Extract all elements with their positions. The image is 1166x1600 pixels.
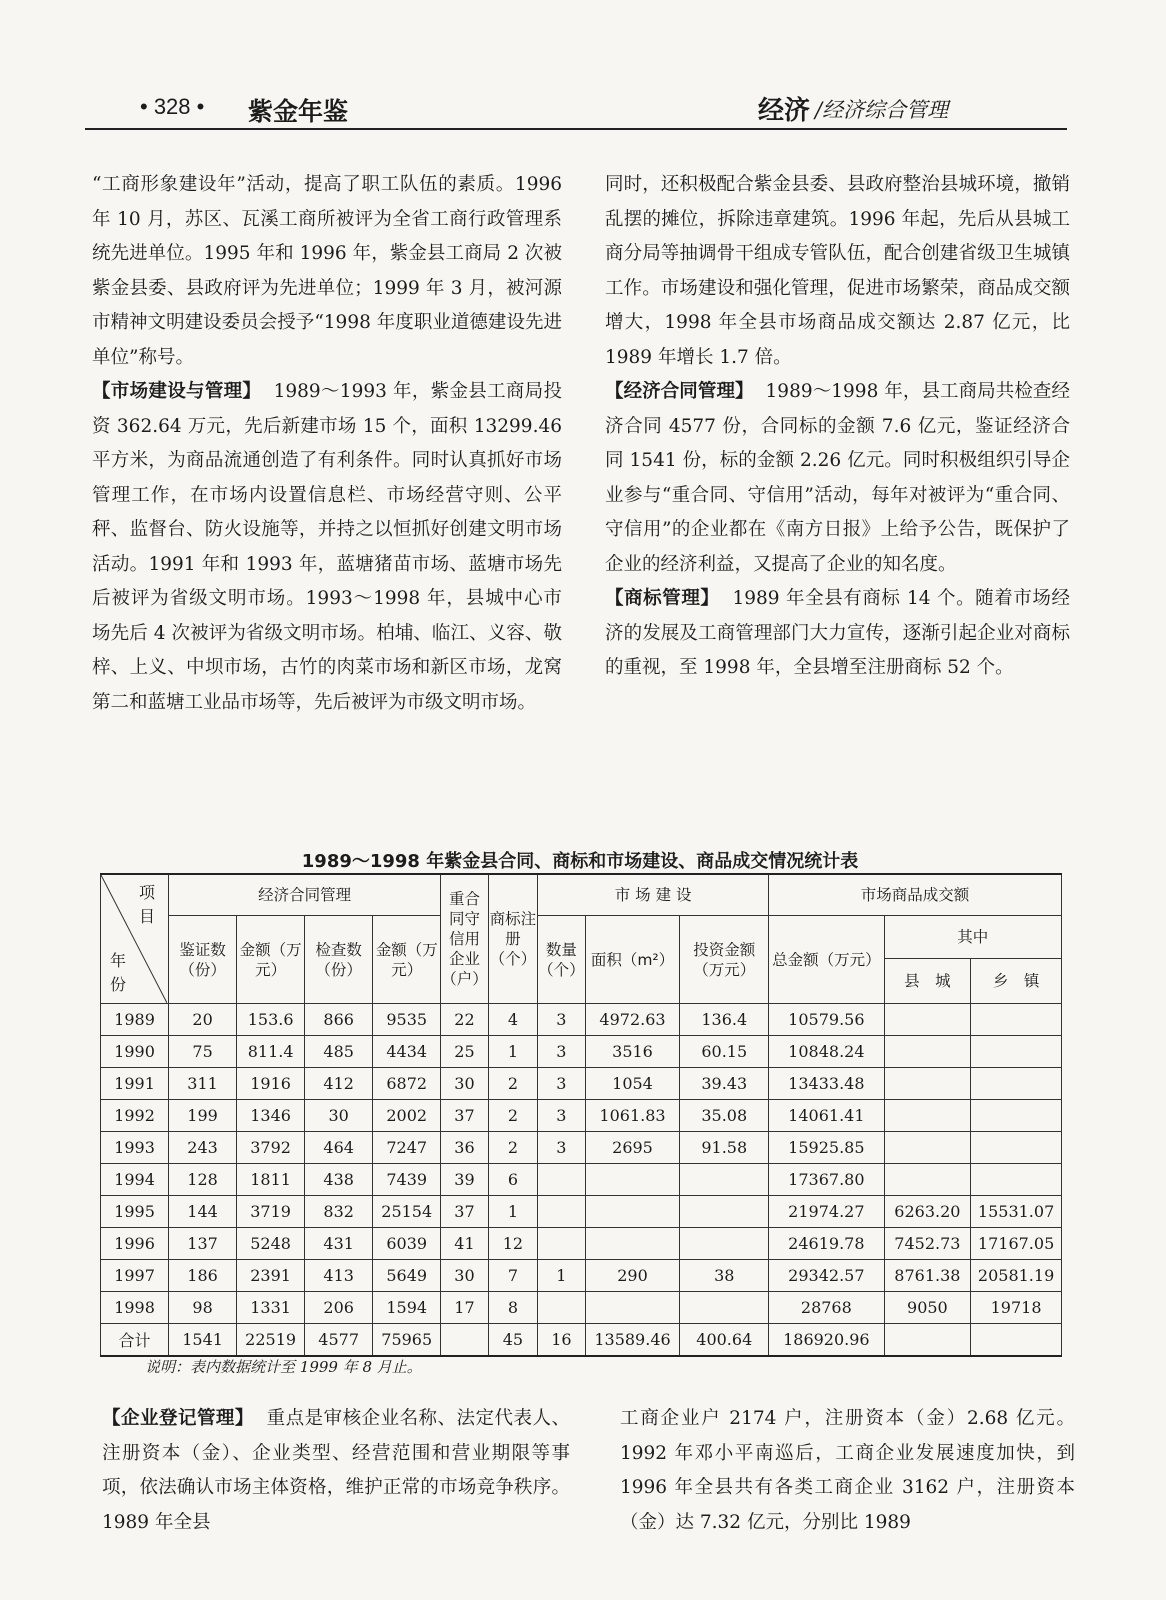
table-row	[101, 1196, 1062, 1228]
header-jiancha: 检查数（份）	[305, 916, 373, 1004]
table-cell: 3719	[237, 1196, 305, 1228]
table-cell: 21974.27	[769, 1196, 884, 1228]
table-cell: 4	[488, 1004, 537, 1036]
table-cell: 832	[305, 1196, 373, 1228]
paragraph	[102, 1402, 570, 1540]
table-cell: 17367.80	[769, 1164, 884, 1196]
table-cell: 98	[169, 1292, 237, 1324]
table-cell: 10848.24	[769, 1036, 884, 1068]
table-cell: 811.4	[237, 1036, 305, 1068]
table-caption: 1989～1998 年紫金县合同、商标和市场建设、商品成交情况统计表	[301, 851, 859, 872]
header-count: 数量（个）	[538, 916, 585, 1004]
table-cell	[538, 1228, 585, 1260]
section-heading: 【经济合同管理】	[605, 381, 754, 402]
table-cell: 186920.96	[769, 1324, 884, 1357]
table-row	[101, 1228, 1062, 1260]
corner-header	[101, 874, 169, 1004]
header-of-which: 其中	[884, 916, 1061, 959]
table-cell: 144	[169, 1196, 237, 1228]
table-cell: 91.58	[680, 1132, 769, 1164]
table-cell	[680, 1292, 769, 1324]
table-cell: 2695	[585, 1132, 680, 1164]
table-cell: 3792	[237, 1132, 305, 1164]
table-cell: 2002	[373, 1100, 441, 1132]
table-cell: 5248	[237, 1228, 305, 1260]
table-cell	[538, 1164, 585, 1196]
table-note: 说明：表内数据统计至 1999 年 8 月止。	[145, 1358, 422, 1376]
page-number: • 328 •	[140, 94, 205, 119]
table-cell	[585, 1228, 680, 1260]
table-row	[101, 1100, 1062, 1132]
table-cell: 75	[169, 1036, 237, 1068]
table-cell	[585, 1196, 680, 1228]
paragraph-text: 重点是审核企业名称、法定代表人、注册资本（金）、企业类型、经营范围和营业期限等事项，依法确认市场主体资格，维护正常的市场竞争秩序。1989 年全县	[102, 1408, 570, 1533]
table-cell: 45	[488, 1324, 537, 1357]
paragraph	[605, 375, 1070, 582]
table-cell	[538, 1292, 585, 1324]
table-cell: 7	[488, 1260, 537, 1292]
table-cell: 1991	[101, 1068, 169, 1100]
header-amount-2: 金额（万元）	[373, 916, 441, 1004]
header-invest: 投资金额（万元）	[680, 916, 769, 1004]
table-cell: 3	[538, 1068, 585, 1100]
table-cell: 41	[441, 1228, 488, 1260]
section-heading: 【市场建设与管理】	[92, 381, 262, 402]
table-cell: 199	[169, 1100, 237, 1132]
table-cell: 37	[441, 1100, 488, 1132]
header-area: 面积（m²）	[585, 916, 680, 1004]
table-cell: 1054	[585, 1068, 680, 1100]
table-cell: 128	[169, 1164, 237, 1196]
table-cell: 2	[488, 1100, 537, 1132]
table-cell: 15925.85	[769, 1132, 884, 1164]
table-cell	[680, 1196, 769, 1228]
table-cell: 1811	[237, 1164, 305, 1196]
table-cell: 4434	[373, 1036, 441, 1068]
table-cell: 2391	[237, 1260, 305, 1292]
header-trade-group: 市场商品成交额	[769, 874, 1062, 916]
table-cell: 25154	[373, 1196, 441, 1228]
table-cell: 30	[441, 1260, 488, 1292]
table-cell: 75965	[373, 1324, 441, 1357]
table-cell	[884, 1068, 971, 1100]
table-cell: 1	[488, 1196, 537, 1228]
table-cell: 3516	[585, 1036, 680, 1068]
table-cell: 206	[305, 1292, 373, 1324]
page-header	[0, 88, 1166, 128]
statistics-table	[100, 873, 1062, 1357]
table-cell: 8	[488, 1292, 537, 1324]
table-cell: 1994	[101, 1164, 169, 1196]
table-cell: 186	[169, 1260, 237, 1292]
table-cell: 1346	[237, 1100, 305, 1132]
right-column-bottom	[620, 1402, 1075, 1540]
header-trademark: 商标注册（个）	[488, 874, 537, 1004]
header-market-group: 市 场 建 设	[538, 874, 769, 916]
table-cell	[971, 1324, 1062, 1357]
header-rule	[85, 128, 1067, 130]
header-amount-1: 金额（万元）	[237, 916, 305, 1004]
table-cell: 7439	[373, 1164, 441, 1196]
table-cell	[884, 1100, 971, 1132]
table-cell: 1916	[237, 1068, 305, 1100]
book-title: 紫金年鉴	[248, 97, 349, 126]
table-cell	[971, 1004, 1062, 1036]
table-cell: 413	[305, 1260, 373, 1292]
corner-item-label: 项目	[139, 883, 156, 926]
table-cell: 6	[488, 1164, 537, 1196]
table-cell: 17167.05	[971, 1228, 1062, 1260]
table-cell: 19718	[971, 1292, 1062, 1324]
table-row	[101, 1068, 1062, 1100]
paragraph: 同时，还积极配合紫金县委、县政府整治县城环境，撤销乱摆的摊位，拆除违章建筑。1996 年起，先后从县城工商分局等抽调骨干组成专管队伍，配合创建省级卫生城镇工作。市场建设和强化管理，促进市场繁荣，商品成交额增大，1998 年全县市场商品成交额达 2.87 亿元，比 1989 年增长 1.7 倍。	[605, 174, 1070, 368]
table-cell: 20581.19	[971, 1260, 1062, 1292]
table-cell	[538, 1196, 585, 1228]
table-cell: 37	[441, 1196, 488, 1228]
table-cell: 1993	[101, 1132, 169, 1164]
table-row	[101, 1260, 1062, 1292]
table-cell	[884, 1324, 971, 1357]
table-cell: 39	[441, 1164, 488, 1196]
table-cell: 5649	[373, 1260, 441, 1292]
table-cell: 35.08	[680, 1100, 769, 1132]
table-cell: 3	[538, 1036, 585, 1068]
table-cell: 29342.57	[769, 1260, 884, 1292]
header-credit-enterprises: 重合同守信用企业（户）	[441, 874, 488, 1004]
table-cell: 4577	[305, 1324, 373, 1357]
header-total: 总金额（万元）	[769, 916, 884, 1004]
table-cell: 8761.38	[884, 1260, 971, 1292]
section-title: 经济	[758, 96, 811, 126]
table-cell: 1990	[101, 1036, 169, 1068]
paragraph	[92, 375, 562, 720]
table-cell: 30	[305, 1100, 373, 1132]
table-cell	[971, 1132, 1062, 1164]
table-cell: 22519	[237, 1324, 305, 1357]
table-cell: 290	[585, 1260, 680, 1292]
table-row	[101, 1324, 1062, 1357]
table-cell: 22	[441, 1004, 488, 1036]
table-cell: 10579.56	[769, 1004, 884, 1036]
left-column-top	[92, 168, 562, 720]
table-cell: 438	[305, 1164, 373, 1196]
paragraph: “工商形象建设年”活动，提高了职工队伍的素质。1996 年 10 月，苏区、瓦溪工商所被评为全省工商行政管理系统先进单位。1995 年和 1996 年，紫金县工商局 2 次被紫金县委、县政府评为先进单位；1999 年 3 月，被河源市精神文明建设委员会授予“1998 年度职业道德建设先进单位”称号。	[92, 174, 562, 368]
table-cell: 17	[441, 1292, 488, 1324]
table-cell: 400.64	[680, 1324, 769, 1357]
table-row	[101, 1132, 1062, 1164]
table-cell: 9535	[373, 1004, 441, 1036]
table-cell: 866	[305, 1004, 373, 1036]
table-cell: 3	[538, 1004, 585, 1036]
table-row	[101, 1164, 1062, 1196]
table-cell: 2	[488, 1132, 537, 1164]
section-heading: 【商标管理】	[605, 588, 720, 609]
table-cell: 3	[538, 1132, 585, 1164]
table-row	[101, 1292, 1062, 1324]
paragraph-text: 1989～1998 年，县工商局共检查经济合同 4577 份，合同标的金额 7.6 亿元，鉴证经济合同 1541 份，标的金额 2.26 亿元。同时积极组织引导企业参与“重合同、守信用”活动，每年对被评为“重合同、守信用”的企业都在《南方日报》上给予公告，既保护了企业的经济利益，又提高了企业的知名度。	[605, 381, 1070, 575]
header-county: 县 城	[884, 959, 971, 1004]
table-cell: 13589.46	[585, 1324, 680, 1357]
table-cell: 1997	[101, 1260, 169, 1292]
table-cell: 39.43	[680, 1068, 769, 1100]
table-cell	[971, 1100, 1062, 1132]
table-cell: 311	[169, 1068, 237, 1100]
table-cell: 36	[441, 1132, 488, 1164]
table-cell: 1996	[101, 1228, 169, 1260]
table-cell: 1061.83	[585, 1100, 680, 1132]
table-cell: 1995	[101, 1196, 169, 1228]
table-cell: 243	[169, 1132, 237, 1164]
corner-year-label: 年份	[109, 951, 126, 994]
section-heading: 【企业登记管理】	[102, 1408, 254, 1429]
table-cell	[585, 1292, 680, 1324]
paragraph-text: 1989～1993 年，紫金县工商局投资 362.64 万元，先后新建市场 15 个，面积 13299.46 平方米，为商品流通创造了有利条件。同时认真抓好市场管理工作，在市场内设置信息栏、市场经营守则、公平秤、监督台、防火设施等，并持之以恒抓好创建文明市场活动。1991 年和 1993 年，蓝塘猪苗市场、蓝塘市场先后被评为省级文明市场。1993～1998 年，县城中心市场先后 4 次被评为省级文明市场。柏埔、临江、义容、敬梓、上义、中坝市场，古竹的肉菜市场和新区市场，龙窝第二和蓝塘工业品市场等，先后被评为市级文明市场。	[92, 381, 562, 713]
subsection-title: /经济综合管理	[815, 98, 949, 122]
table-cell: 1989	[101, 1004, 169, 1036]
table-cell: 14061.41	[769, 1100, 884, 1132]
table-cell	[884, 1132, 971, 1164]
header-town: 乡 镇	[971, 959, 1062, 1004]
table-cell: 25	[441, 1036, 488, 1068]
table-cell	[441, 1324, 488, 1357]
table-cell: 4972.63	[585, 1004, 680, 1036]
table-cell: 15531.07	[971, 1196, 1062, 1228]
table-cell: 464	[305, 1132, 373, 1164]
table-cell: 153.6	[237, 1004, 305, 1036]
table-cell: 16	[538, 1324, 585, 1357]
table-cell: 136.4	[680, 1004, 769, 1036]
table-cell: 2	[488, 1068, 537, 1100]
table-cell	[884, 1004, 971, 1036]
table-cell	[585, 1164, 680, 1196]
table-cell: 1	[488, 1036, 537, 1068]
table-cell: 合计	[101, 1324, 169, 1357]
paragraph-text: 1989 年全县有商标 14 个。随着市场经济的发展及工商管理部门大力宣传，逐渐引起企业对商标的重视，至 1998 年，全县增至注册商标 52 个。	[605, 588, 1070, 678]
table-cell	[884, 1036, 971, 1068]
table-cell: 60.15	[680, 1036, 769, 1068]
table-cell: 1541	[169, 1324, 237, 1357]
table-cell: 20	[169, 1004, 237, 1036]
right-column-top	[605, 168, 1070, 686]
table-cell: 7247	[373, 1132, 441, 1164]
table-cell	[680, 1164, 769, 1196]
table-cell: 412	[305, 1068, 373, 1100]
table-cell: 1594	[373, 1292, 441, 1324]
table-cell: 1992	[101, 1100, 169, 1132]
table-row	[101, 1004, 1062, 1036]
table-cell: 3	[538, 1100, 585, 1132]
table-cell: 7452.73	[884, 1228, 971, 1260]
table-cell: 30	[441, 1068, 488, 1100]
paragraph: 工商企业户 2174 户，注册资本（金）2.68 亿元。1992 年邓小平南巡后，工商企业发展速度加快，到 1996 年全县共有各类工商企业 3162 户，注册资本（金）达 7.32 亿元，分别比 1989	[620, 1408, 1075, 1533]
table-cell: 9050	[884, 1292, 971, 1324]
table-cell: 28768	[769, 1292, 884, 1324]
table-cell: 6872	[373, 1068, 441, 1100]
table-cell: 1331	[237, 1292, 305, 1324]
header-jianzheng: 鉴证数（份）	[169, 916, 237, 1004]
table-cell: 1998	[101, 1292, 169, 1324]
table-cell: 38	[680, 1260, 769, 1292]
table-cell: 13433.48	[769, 1068, 884, 1100]
header-contract-group: 经济合同管理	[169, 874, 441, 916]
table-cell: 485	[305, 1036, 373, 1068]
table-cell: 6039	[373, 1228, 441, 1260]
table-cell	[971, 1068, 1062, 1100]
left-column-bottom	[102, 1402, 570, 1540]
paragraph	[605, 582, 1070, 686]
table-cell: 12	[488, 1228, 537, 1260]
table-cell	[971, 1164, 1062, 1196]
table-cell	[884, 1164, 971, 1196]
table-cell: 1	[538, 1260, 585, 1292]
table-row	[101, 1036, 1062, 1068]
table-cell: 431	[305, 1228, 373, 1260]
table-cell: 6263.20	[884, 1196, 971, 1228]
table-cell: 137	[169, 1228, 237, 1260]
table-cell: 24619.78	[769, 1228, 884, 1260]
table-cell	[971, 1036, 1062, 1068]
table-cell	[680, 1228, 769, 1260]
